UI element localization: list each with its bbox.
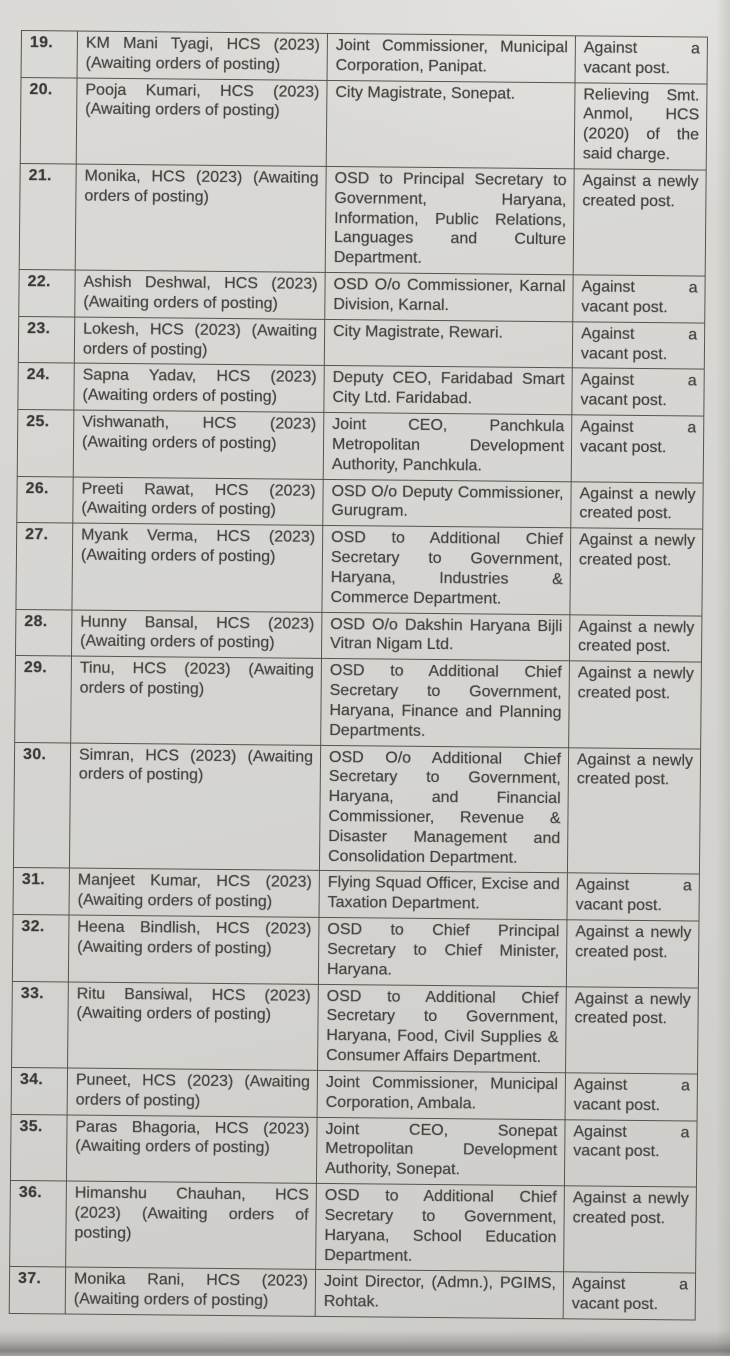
officer-name-cell: Lokesh, HCS (2023) (Awaiting orders of posting) (74, 317, 324, 366)
serial-number-cell: 31. (13, 868, 69, 915)
table-row (21, 31, 707, 84)
posting-description-cell: OSD to Additional Chief Secretary to Government, Haryana, School Education Department. (316, 1183, 565, 1272)
remarks-cell: Against a vacant post. (567, 873, 699, 921)
remarks-cell: Against a vacant post. (575, 36, 707, 84)
table-row (17, 410, 704, 483)
remarks-cell: Against a newly created post. (566, 986, 699, 1074)
officer-name-cell: Monika Rani, HCS (2023) (Awaiting orders of posting) (65, 1267, 315, 1316)
posting-description-cell: OSD O/o Deputy Commissioner, Gurugram. (323, 479, 571, 528)
officer-name-cell: Pooja Kumari, HCS (2023) (Awaiting orders of posting) (76, 78, 327, 167)
officer-name-cell: Hunny Bansal, HCS (2023) (Awaiting orders of posting) (71, 610, 321, 659)
posting-description-cell: Flying Squad Officer, Excise and Taxation Department. (319, 871, 567, 920)
serial-number-cell: 34. (11, 1067, 67, 1114)
serial-number-cell: 23. (18, 316, 74, 363)
remarks-cell: Against a newly created post. (569, 661, 702, 749)
remarks-cell: Against a vacant post. (571, 415, 704, 483)
posting-description-cell: Joint Commissioner, Municipal Corporation, Panipat. (327, 33, 575, 82)
posting-description-cell: OSD to Additional Chief Secretary to Government, Haryana, Food, Civil Supplies & Consumer Affairs Department. (318, 984, 567, 1073)
serial-number-cell: 36. (10, 1181, 67, 1268)
posting-description-cell: OSD to Additional Chief Secretary to Government, Haryana, Finance and Planning Departments. (321, 659, 570, 748)
page-bottom-shadow (0, 1330, 730, 1356)
posting-description-cell: Joint CEO, Sonepat Metropolitan Development Authority, Sonepat. (316, 1117, 565, 1186)
serial-number-cell: 28. (15, 609, 71, 656)
table-row (13, 742, 700, 875)
officer-name-cell: Preeti Rawat, HCS (2023) (Awaiting orders of posting) (73, 477, 323, 526)
posting-description-cell: Deputy CEO, Faridabad Smart City Ltd. Faridabad. (324, 366, 572, 415)
officer-name-cell: Sapna Yadav, HCS (2023) (Awaiting orders of posting) (74, 363, 324, 412)
officer-name-cell: Manjeet Kumar, HCS (2023) (Awaiting orders of posting) (69, 868, 319, 917)
officer-name-cell: Tinu, HCS (2023) (Awaiting orders of posting) (71, 656, 322, 745)
remarks-cell: Against a vacant post. (563, 1272, 695, 1320)
table-row (19, 163, 706, 276)
remarks-cell: Against a vacant post. (564, 1119, 697, 1187)
posting-description-cell: OSD O/o Additional Chief Secretary to Government, Haryana, and Financial Commissioner, Revenue & Disaster Management and Consolidation Department. (319, 745, 568, 873)
posting-description-cell: City Magistrate, Sonepat. (326, 80, 575, 169)
remarks-cell: Against a newly created post. (567, 747, 700, 874)
table-row (17, 476, 703, 529)
serial-number-cell: 22. (19, 270, 75, 317)
table-row (15, 609, 701, 662)
serial-number-cell: 32. (12, 915, 69, 982)
officer-posting-table (9, 30, 708, 1321)
table-row (18, 363, 704, 416)
remarks-cell: Against a newly created post. (569, 614, 701, 662)
serial-number-cell: 37. (9, 1267, 65, 1314)
table-row (10, 1181, 697, 1274)
serial-number-cell: 30. (13, 742, 70, 869)
table-row (12, 981, 699, 1074)
posting-description-cell: OSD to Chief Principal Secretary to Chief Minister, Haryana. (318, 918, 567, 987)
posting-description-cell: Joint CEO, Panchkula Metropolitan Development Authority, Panchkula. (323, 413, 572, 482)
remarks-cell: Against a newly created post. (570, 528, 703, 616)
serial-number-cell: 35. (10, 1114, 67, 1181)
officer-name-cell: Himanshu Chauhan, HCS (2023) (Awaiting orders of posting) (66, 1181, 317, 1270)
officer-name-cell: Simran, HCS (2023) (Awaiting orders of posting) (69, 743, 320, 871)
officer-name-cell: KM Mani Tyagi, HCS (2023) (Awaiting orders of posting) (77, 31, 327, 80)
remarks-cell: Relieving Smt. Anmol, HCS (2020) of the said charge. (574, 82, 707, 170)
officer-name-cell: Myank Verma, HCS (2023) (Awaiting orders of posting) (72, 523, 323, 612)
officer-name-cell: Puneet, HCS (2023) (Awaiting orders of posting) (67, 1068, 317, 1117)
posting-description-cell: OSD O/o Dakshin Haryana Bijli Vitran Nigam Ltd. (321, 612, 569, 661)
table-row (10, 1114, 697, 1187)
posting-description-cell: Joint Commissioner, Municipal Corporation, Ambala. (317, 1070, 565, 1119)
serial-number-cell: 25. (17, 410, 74, 477)
serial-number-cell: 33. (12, 981, 69, 1068)
table-row (15, 656, 702, 749)
table-row (19, 270, 705, 323)
remarks-cell: Against a newly created post. (566, 920, 699, 988)
table-row (16, 523, 703, 616)
posting-description-cell: City Magistrate, Rewari. (324, 319, 572, 368)
posting-description-cell: Joint Director, (Admn.), PGIMS, Rohtak. (315, 1270, 563, 1319)
serial-number-cell: 29. (15, 656, 72, 743)
serial-number-cell: 19. (21, 31, 77, 78)
table-row (12, 915, 699, 988)
officer-name-cell: Heena Bindlish, HCS (2023) (Awaiting orders of posting) (68, 915, 319, 984)
remarks-cell: Against a vacant post. (565, 1073, 697, 1121)
remarks-cell: Against a vacant post. (572, 322, 704, 370)
posting-description-cell: OSD to Additional Chief Secretary to Government, Haryana, Industries & Commerce Department. (322, 526, 571, 615)
officer-name-cell: Paras Bhagoria, HCS (2023) (Awaiting orders of posting) (66, 1115, 317, 1184)
table-row (13, 868, 699, 921)
serial-number-cell: 27. (16, 523, 73, 610)
officer-name-cell: Ritu Bansiwal, HCS (2023) (Awaiting orders of posting) (68, 982, 319, 1071)
remarks-cell: Against a vacant post. (573, 275, 705, 323)
serial-number-cell: 26. (17, 476, 73, 523)
paper-edge-shade (716, 0, 730, 1356)
remarks-cell: Against a newly created post. (573, 169, 706, 276)
table-body (9, 31, 707, 1321)
officer-name-cell: Monika, HCS (2023) (Awaiting orders of posting) (75, 164, 326, 273)
posting-description-cell: OSD O/o Commissioner, Karnal Division, Karnal. (325, 273, 573, 322)
table-row (11, 1067, 697, 1120)
serial-number-cell: 20. (20, 77, 77, 164)
officer-name-cell: Ashish Deshwal, HCS (2023) (Awaiting orders of posting) (75, 270, 325, 319)
serial-number-cell: 24. (18, 363, 74, 410)
posting-description-cell: OSD to Principal Secretary to Government, Haryana, Information, Public Relations, Languages and Culture Department. (325, 166, 574, 275)
posting-order-table (9, 30, 711, 1321)
table-row (18, 316, 704, 369)
officer-name-cell: Vishwanath, HCS (2023) (Awaiting orders of posting) (73, 410, 324, 479)
serial-number-cell: 21. (19, 163, 76, 270)
table-row (9, 1267, 695, 1320)
remarks-cell: Against a newly created post. (571, 481, 703, 529)
remarks-cell: Against a newly created post. (564, 1186, 697, 1274)
table-row (20, 77, 707, 170)
remarks-cell: Against a vacant post. (572, 368, 704, 416)
